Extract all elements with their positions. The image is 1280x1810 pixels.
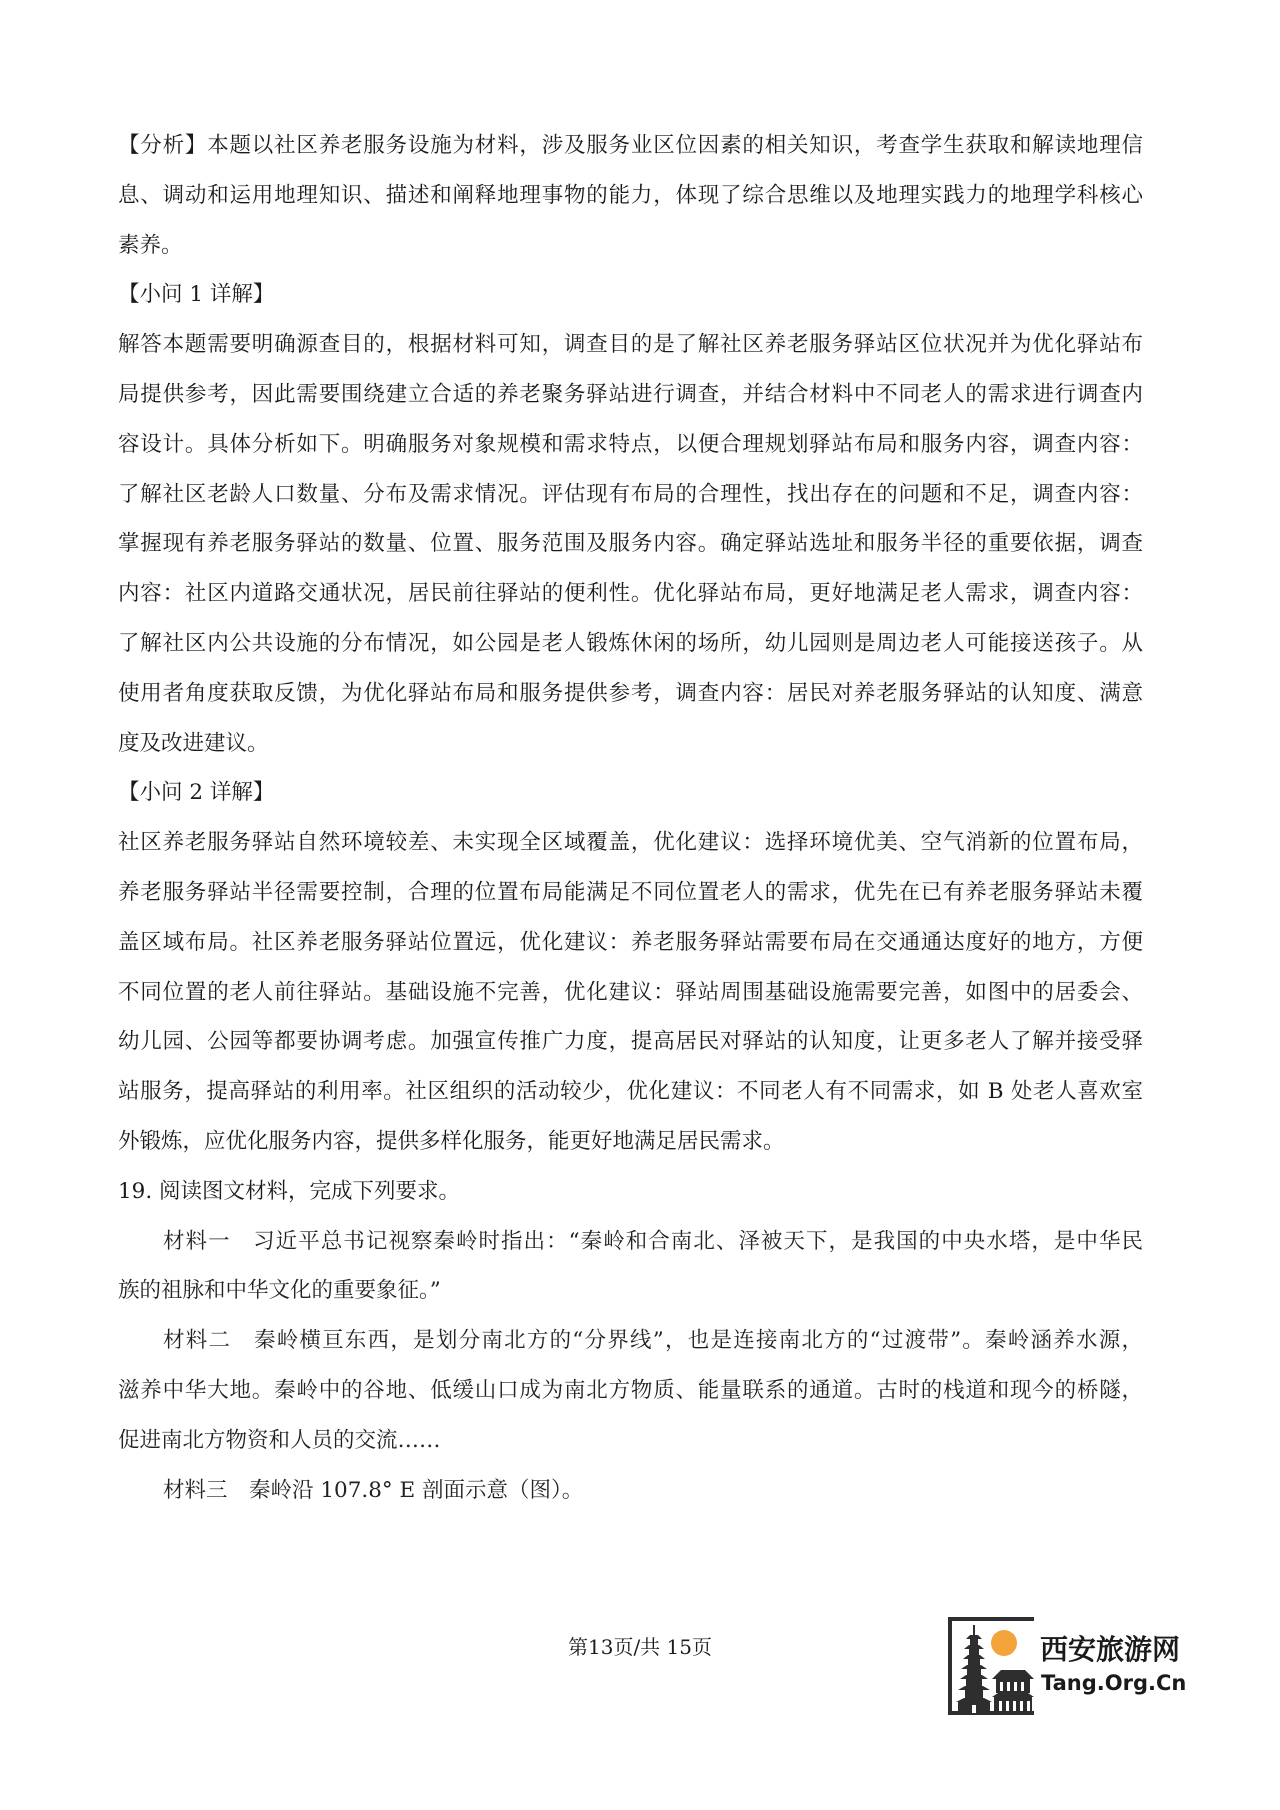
question-1-line: 容设计。具体分析如下。明确服务对象规模和需求特点，以便合理规划驿站布局和服务内容，调查内容： bbox=[118, 431, 1143, 457]
question-2-line: 幼儿园、公园等都要协调考虑。加强宣传推广力度，提高居民对驿站的认知度，让更多老人了解并接受驿 bbox=[118, 1029, 1143, 1055]
question-1-line: 掌握现有养老服务驿站的数量、位置、服务范围及服务内容。确定驿站选址和服务半径的重要依据，调查 bbox=[118, 531, 1143, 557]
question-19-section bbox=[118, 1167, 1143, 1516]
analysis-line: 息、调动和运用地理知识、描述和阐释地理事物的能力，体现了综合思维以及地理实践力的地理学科核心 bbox=[118, 182, 1143, 208]
watermark-name: 西安旅游网 bbox=[1040, 1633, 1181, 1666]
material-1-line: 族的祖脉和中华文化的重要象征。” bbox=[118, 1278, 441, 1304]
analysis-line: 素养。 bbox=[118, 232, 183, 258]
question-19-stem: 19. 阅读图文材料，完成下列要求。 bbox=[118, 1178, 461, 1204]
question-1-line: 度及改进建议。 bbox=[118, 730, 269, 756]
question-1-line: 局提供参考，因此需要围绕建立合适的养老聚务驿站进行调查，并结合材料中不同老人的需求进行调查内 bbox=[118, 381, 1143, 407]
material-3-line: 材料三 秦岭沿 107.8° E 剖面示意（图）。 bbox=[163, 1477, 584, 1503]
analysis-section bbox=[118, 121, 1143, 270]
question-1-line: 解答本题需要明确源查目的，根据材料可知，调查目的是了解社区养老服务驿站区位状况并为优化驿站布 bbox=[118, 332, 1143, 358]
question-1-line: 了解社区老龄人口数量、分布及需求情况。评估现有布局的合理性，找出存在的问题和不足，调查内容： bbox=[118, 481, 1143, 507]
material-2-line: 滋养中华大地。秦岭中的谷地、低缓山口成为南北方物质、能量联系的通道。古时的栈道和现今的桥隧， bbox=[118, 1377, 1143, 1403]
material-3 bbox=[118, 1466, 1143, 1516]
watermark-domain: Tang.Org.Cn bbox=[1041, 1671, 1187, 1695]
question-2-section bbox=[118, 768, 1143, 1166]
pagoda-icon bbox=[948, 1617, 1034, 1715]
watermark-logo bbox=[948, 1617, 1194, 1715]
sun-icon bbox=[991, 1630, 1017, 1656]
document-page bbox=[118, 121, 1143, 1515]
question-2-line: 不同位置的老人前往驿站。基础设施不完善，优化建议：驿站周围基础设施需要完善，如图中的居委会、 bbox=[118, 979, 1143, 1005]
question-1-line: 内容：社区内道路交通状况，居民前往驿站的便利性。优化驿站布局，更好地满足老人需求，调查内容： bbox=[118, 581, 1143, 607]
page-number: 第13页/共 15页 bbox=[568, 1635, 712, 1659]
question-2-line: 社区养老服务驿站自然环境较差、未实现全区域覆盖，优化建议：选择环境优美、空气消新的位置布局， bbox=[118, 830, 1143, 856]
analysis-line: 【分析】本题以社区养老服务设施为材料，涉及服务业区位因素的相关知识，考查学生获取和解读地理信 bbox=[118, 133, 1143, 158]
question-2-line: 养老服务驿站半径需要控制，合理的位置布局能满足不同位置老人的需求，优先在已有养老服务驿站未覆 bbox=[118, 879, 1143, 905]
question-1-line: 使用者角度获取反馈，为优化驿站布局和服务提供参考，调查内容：居民对养老服务驿站的认知度、满意 bbox=[118, 680, 1143, 706]
question-1-section bbox=[118, 270, 1143, 768]
question-1-heading: 【小问 1 详解】 bbox=[118, 282, 275, 308]
material-2-line: 材料二 秦岭横亘东西，是划分南北方的“分界线”，也是连接南北方的“过渡带”。秦岭涵养水源， bbox=[163, 1328, 1143, 1354]
pagoda-tower bbox=[956, 1625, 992, 1713]
question-1-line: 了解社区内公共设施的分布情况，如公园是老人锻炼休闲的场所，幼儿园则是周边老人可能接送孩子。从 bbox=[118, 630, 1143, 656]
material-1 bbox=[118, 1217, 1143, 1317]
question-2-line: 盖区域布局。社区养老服务驿站位置远，优化建议：养老服务驿站需要布局在交通通达度好的地方，方便 bbox=[118, 929, 1143, 955]
material-1-line: 材料一 习近平总书记视察秦岭时指出：“秦岭和合南北、泽被天下，是我国的中央水塔，是中华民 bbox=[163, 1228, 1143, 1254]
question-2-heading: 【小问 2 详解】 bbox=[118, 780, 275, 806]
material-2 bbox=[118, 1316, 1143, 1465]
material-2-line: 促进南北方物资和人员的交流…… bbox=[118, 1427, 441, 1453]
question-2-line: 站服务，提高驿站的利用率。社区组织的活动较少，优化建议：不同老人有不同需求，如 B 处老人喜欢室 bbox=[118, 1079, 1143, 1105]
question-2-line: 外锻炼，应优化服务内容，提供多样化服务，能更好地满足居民需求。 bbox=[118, 1128, 785, 1154]
